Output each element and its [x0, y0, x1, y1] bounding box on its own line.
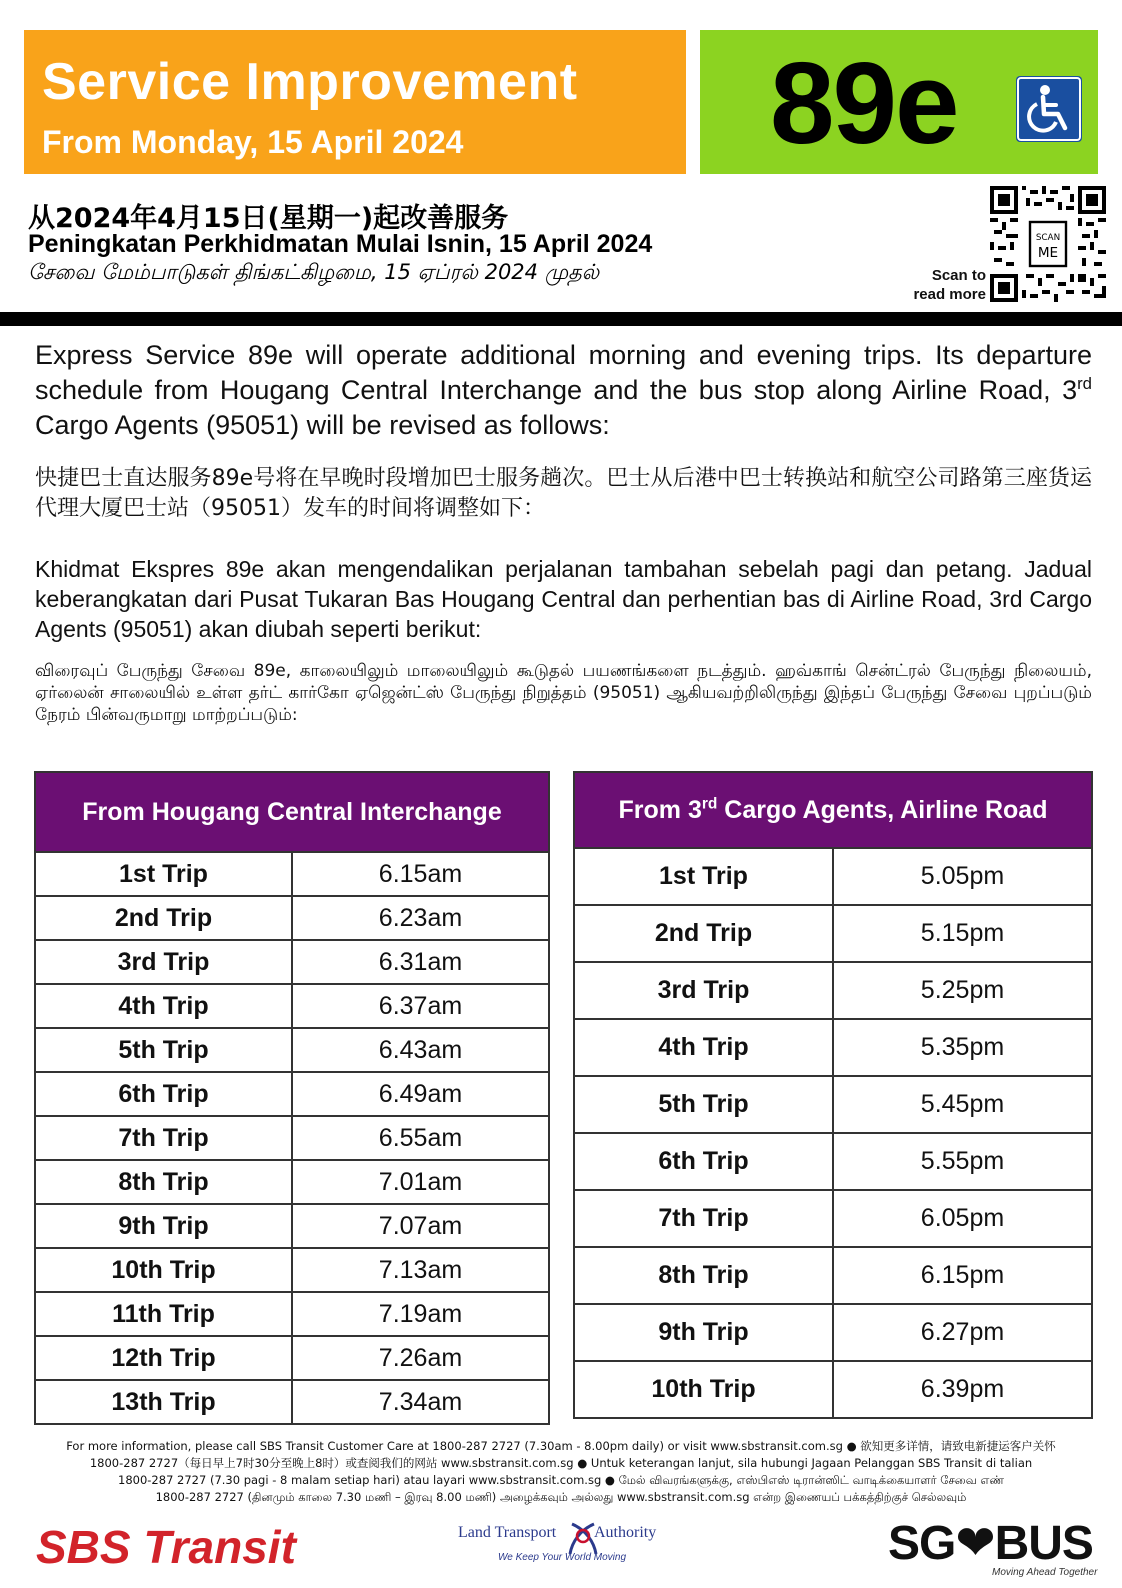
departure-time: 5.45pm [833, 1076, 1092, 1133]
departure-time: 6.37am [292, 984, 549, 1028]
departure-time: 5.05pm [833, 848, 1092, 905]
timetable-hougang [34, 771, 550, 1425]
sbs-transit-logo: SBS Transit [36, 1521, 296, 1573]
airline-road-row [574, 1361, 1092, 1418]
title-tamil: சேவை மேம்பாடுகள் திங்கட்கிழமை, 15 ஏப்ரல் 2024 முதல் [28, 260, 600, 284]
scan-line-1: Scan to [931, 267, 986, 284]
airline-road-row [574, 1247, 1092, 1304]
airline-road-row [574, 1019, 1092, 1076]
timetable-airline-road-heading: From 3rd Cargo Agents, Airline Road [574, 772, 1092, 848]
hougang-row [35, 1160, 549, 1204]
hougang-row [35, 1380, 549, 1424]
hougang-row [35, 1204, 549, 1248]
airline-road-row [574, 1133, 1092, 1190]
timetable-hougang-heading: From Hougang Central Interchange [35, 772, 549, 852]
lta-logo: Land Transport Authority We Keep Your World Moving [458, 1524, 668, 1582]
trip-label: 7th Trip [574, 1190, 833, 1247]
airline-road-row [574, 848, 1092, 905]
hougang-row [35, 1336, 549, 1380]
departure-time: 7.13am [292, 1248, 549, 1292]
departure-time: 6.05pm [833, 1190, 1092, 1247]
hougang-row [35, 852, 549, 896]
trip-label: 10th Trip [574, 1361, 833, 1418]
section-divider [0, 312, 1122, 326]
departure-time: 5.15pm [833, 905, 1092, 962]
departure-time: 5.25pm [833, 962, 1092, 1019]
departure-time: 6.15am [292, 852, 549, 896]
trip-label: 3rd Trip [35, 940, 292, 984]
departure-time: 5.35pm [833, 1019, 1092, 1076]
title-chinese: 从2024年4月15日(星期一)起改善服务 [28, 203, 509, 234]
wheelchair-icon [1016, 76, 1082, 142]
trip-label: 7th Trip [35, 1116, 292, 1160]
departure-time: 7.34am [292, 1380, 549, 1424]
hougang-row [35, 1248, 549, 1292]
trip-label: 3rd Trip [574, 962, 833, 1019]
trip-label: 8th Trip [35, 1160, 292, 1204]
trip-label: 13th Trip [35, 1380, 292, 1424]
hougang-row [35, 984, 549, 1028]
airline-road-row [574, 1076, 1092, 1133]
qr-badge-bottom: ME [1037, 245, 1059, 262]
scan-line-2: read more [913, 286, 986, 303]
page-title: Service Improvement [42, 53, 578, 111]
footer-line: 1800-287 2727 (தினமும் காலை 7.30 மணி – இரவு 8.00 மணி) அழைக்கவும் அல்லது www.sbstransit.com.sg என்ற இணையப் பக்கத்திற்குச் செல்லவும் [155, 1490, 967, 1504]
trip-label: 5th Trip [574, 1076, 833, 1133]
hougang-row [35, 1116, 549, 1160]
hougang-row [35, 896, 549, 940]
timetable-airline-road [573, 771, 1093, 1419]
trip-label: 10th Trip [35, 1248, 292, 1292]
airline-road-row [574, 905, 1092, 962]
trip-label: 2nd Trip [574, 905, 833, 962]
trip-label: 1st Trip [35, 852, 292, 896]
paragraph-malay: Khidmat Ekspres 89e akan mengendalikan perjalanan tambahan sebelah pagi dan petang. Jadual keberangkatan dari Pusat Tukaran Bas Hougang Central dan perhentian bas di Airline Road, 3rd Cargo Agents (95051) akan diubah seperti berikut: [35, 556, 1092, 642]
qr-badge-top: SCAN [1035, 233, 1061, 243]
trip-label: 6th Trip [35, 1072, 292, 1116]
departure-time: 7.07am [292, 1204, 549, 1248]
departure-time: 7.01am [292, 1160, 549, 1204]
qr-code[interactable] [990, 186, 1106, 302]
trip-label: 9th Trip [574, 1304, 833, 1361]
departure-time: 6.31am [292, 940, 549, 984]
scan-prompt [908, 266, 986, 304]
departure-time: 6.55am [292, 1116, 549, 1160]
title-malay: Peningkatan Perkhidmatan Mulai Isnin, 15 April 2024 [28, 230, 653, 258]
sgbus-logo: SG❤BUS Moving Ahead Together [888, 1517, 1098, 1578]
departure-time: 6.15pm [833, 1247, 1092, 1304]
trip-label: 2nd Trip [35, 896, 292, 940]
hougang-row [35, 940, 549, 984]
departure-time: 5.55pm [833, 1133, 1092, 1190]
hougang-row [35, 1292, 549, 1336]
hougang-row [35, 1072, 549, 1116]
departure-time: 7.19am [292, 1292, 549, 1336]
trip-label: 9th Trip [35, 1204, 292, 1248]
departure-time: 6.49am [292, 1072, 549, 1116]
trip-label: 4th Trip [35, 984, 292, 1028]
airline-road-row [574, 962, 1092, 1019]
paragraph-chinese: 快捷巴士直达服务89e号将在早晚时段增加巴士服务趟次。巴士从后港中巴士转换站和航空公司路第三座货运代理大厦巴士站（95051）发车的时间将调整如下： [35, 466, 1092, 521]
airline-road-row [574, 1190, 1092, 1247]
footer-line: 1800-287 2727 (7.30 pagi - 8 malam setiap hari) atau layari www.sbstransit.com.sg ● மேல் விவரங்களுக்கு, எஸ்பிஎஸ் டிரான்ஸிட் வாடிக்கையாளர் சேவை எண் [118, 1473, 1004, 1487]
departure-time: 6.23am [292, 896, 549, 940]
trip-label: 5th Trip [35, 1028, 292, 1072]
trip-label: 1st Trip [574, 848, 833, 905]
footer-line: 1800-287 2727（每日早上7时30分至晚上8时）或查阅我们的网站 www.sbstransit.com.sg ● Untuk keterangan lanjut, sila hubungi Jagaan Pelanggan SBS Transit di talian [89, 1456, 1033, 1470]
airline-road-row [574, 1304, 1092, 1361]
trip-label: 8th Trip [574, 1247, 833, 1304]
trip-label: 4th Trip [574, 1019, 833, 1076]
departure-time: 7.26am [292, 1336, 549, 1380]
trip-label: 6th Trip [574, 1133, 833, 1190]
departure-time: 6.27pm [833, 1304, 1092, 1361]
route-number: 89e [770, 38, 958, 168]
departure-time: 6.43am [292, 1028, 549, 1072]
hougang-row [35, 1028, 549, 1072]
paragraph-tamil: விரைவுப் பேருந்து சேவை 89e, காலையிலும் மாலையிலும் கூடுதல் பயணங்களை நடத்தும். ஹவ்காங் சென்ட்ரல் பேருந்து நிலையம், ஏர்லைன் சாலையில் உள்ள தர்ட் கார்கோ ஏஜென்ட்ஸ் பேருந்து நிறுத்தம் (95051) ஆகியவற்றிலிருந்து இந்தப் பேருந்து சேவை புறப்படும் நேரம் பின்வருமாறு மாற்றப்படும்: [35, 661, 1092, 725]
trip-label: 12th Trip [35, 1336, 292, 1380]
trip-label: 11th Trip [35, 1292, 292, 1336]
paragraph-english: Express Service 89e will operate additional morning and evening trips. Its departure schedule from Hougang Central Interchange and the bus stop along Airline Road, 3rd Cargo Agents (95051) will be revised as follows: [35, 340, 1092, 440]
departure-time: 6.39pm [833, 1361, 1092, 1418]
footer-info [60, 1438, 1062, 1506]
effective-date: From Monday, 15 April 2024 [42, 124, 464, 160]
footer-line: For more information, please call SBS Transit Customer Care at 1800-287 2727 (7.30am - 8.00pm daily) or visit www.sbstransit.com.sg ● 欲知更多详情，请致电新捷运客户关怀 [66, 1439, 1056, 1453]
